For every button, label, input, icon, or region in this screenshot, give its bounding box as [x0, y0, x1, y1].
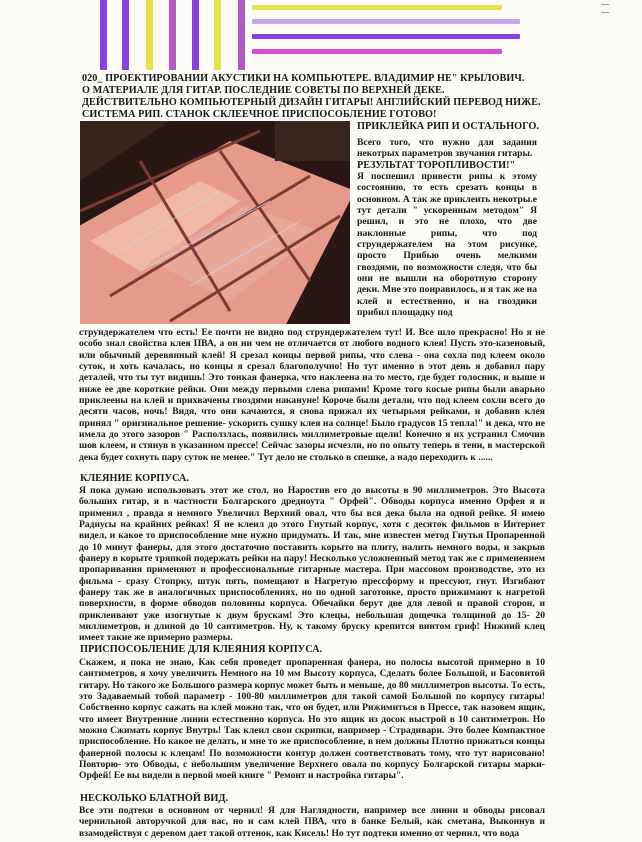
jig: [79, 657, 545, 782]
rip-continued: [79, 327, 545, 463]
header-line-4: СИСТЕМА РИП. СТАНОК СКЛЕЕЧНОЕ ПРИСПОСОБЛЕНИЕ ГОТОВО!: [82, 109, 437, 120]
rip-column: [357, 137, 537, 319]
rip-subtitle: РЕЗУЛЬТАТ ТОРОПЛИВОСТИ!": [357, 159, 516, 171]
stripe: [214, 0, 221, 70]
look-text: Все эти подтеки в основном от чернил! Я для Наглядности, например все линии и обводы рисовал чернильной авторучкой для вас, но и сам клей ПВА, что в банке Белый, как сметана, Выконнув и взамодействуя с деревом дает такой оттенок, как Кисель! Но тут подтеки именно от чернил, что вода: [79, 805, 545, 839]
stripe: [100, 0, 107, 70]
header-line-1: 020_ ПРОЕКТИРОВАНИИ АКУСТИКИ НА КОМПЬЮТЕРЕ. ВЛАДИМИР НЕ" КРЫЛОВИЧ.: [82, 73, 525, 84]
section-title-rip: ПРИКЛЕЙКА РИП И ОСТАЛЬНОГО.: [357, 121, 540, 132]
stripe: [192, 0, 199, 70]
header-line-2: О МАТЕРИАЛЕ ДЛЯ ГИТАР. ПОСЛЕДНИЕ СОВЕТЫ ПО ВЕРХНЕЙ ДЕКЕ.: [82, 85, 445, 96]
jig-text: Скажем, я пока не знаю, Как себя проведет пропаренная фанера, но полосы высотой примерно в 10 сантиметров, я хочу увеличить Немного на 10 мм Высоту корпуса, Сделать более Большой, и Басовитой гитару. Но такого же Большого размера корпус может быть и меньше, до 80 миллиметров высоты. То есть, это Задаваемый тобой параметр - 100-80 миллиметров для такой самой Большой по корпусу гитары! Собственно корпус сажать на клей можно так, что он будет, или Рижимиться в Прессе, так назовем ящик, что имеет Внутренние линии естественно корпуса. Но это ящик из досок выстрой в 10 сантиметров. Но можно Сжимать корпус Внутрь! Так клеил свои скрипки, например - Страдивари. Это более Компактное приспособление. Но какое не делать, и мне то же приспособление, в нем должны Плотно прижаться концы фанерной полосы к клецам! По возможности контур должен соответствовать тому, что тут нарисовано! Повторю- это Обводы, с небольшим увеличение Верхнего овала по корпусу Болгарской гитары марки- Орфей! Ее вы видели в первой моей книге " Ремонт и настройка гитары".: [79, 657, 545, 782]
body-gluing: [79, 485, 545, 644]
rip-intro: Всего того, что нужно для задания некотрых параметров звучания гитары.: [357, 137, 537, 160]
line: [252, 34, 520, 39]
section-title-body-gluing: КЛЕЯНИЕ КОРПУСА.: [80, 473, 189, 484]
look: [79, 805, 545, 839]
line: [252, 5, 502, 10]
rip-continued-text: струндержателем что есть! Ее почти не видно под струндержателем тут! И. Все шло прекрасно! Но я не особо знал свойства клея ПВА, а он ни чем не отличается от любого водного клея! Пусть это-казеновый, или обычный деревянный клей! Я срезал концы первой рипы, что слева - она сохла под клеем около суток, и хоть качалась, но концы я срезал благополучно! Но тут именно в этот день я добавил пару деталей, что ты тут видишь! Это тонкая фанерка, что наклеена на то место, где будет голосник, и выше и ниже ее две короткие рейки. Они между первыми слева рипами! Кроме того косые рипы были аварьно приклеены на клей и прихвачены гвоздями накануне! Короче были детали, что под клеем сохли всего до десяти часов, ночь! Видя, что они качаются, я снова прижал их четырьмя рейками, и добавив клея принял " оригинальное решение- ускорить сушку клея на солнце! Было градусов 15 тепла!" и дека, что не имела до этого зазоров " Расползлась, появились миллиметровые щели! Конечно я их устранил Смочив шов клеем, и стянув в указанном прессе! Сейчас зазоры исчезли, но по опыту теперь в тени, в мастерской дека будет сохнуть пару суток не менее." Тут дело не столько в спешке, а надо переходить к ......: [79, 327, 545, 463]
body-gluing-text: Я пока думаю использовать этот же стол, но Наростив его до высоты в 90 миллиметров. Это Высота больших гитар, я в частности Болгарского дредноута " Орфей". Обводы корпуса именно Орфея я и применил , правда я немного Увеличил Верхний овал, что бы вся дека была на одной рейке. Я имею Радиусы на крайних рейках! Я не клеил до этого Гнутый корпус, хотя с десяток фильмов в Интернет видел, и какое то приспособление мне нужно придумать. И так, мне известен метод Гнутья Пропаренной до 10 минут фанеры, для этого достаточно поставить корыто на плиту, налить немного воды, и закрыв фанеру в корыте тряпкой подержать рейки на пару! Несколько усложненный метод так же с применением пропаривания применяют и профессиональные гитарные мастера. При массовом производстве, это из фильма - сразу Стопрку, штук пять, помещают в Нагретую прессформу и прессуют, гнут. Изгибают фанеру так же в аналогичных приспособлениях, но по одной заготовке, просто прижимают к нагретой поверхности, в форме обводов половины корпуса. Обечайки берут две для левой и правой сторон, и приклеивают уже изогнутые к двум брускам! Это клецы, небольшая дощечка толщиной до 15- 20 миллиметров, и длиной до 10 сантиметров. Ну, к такому бруску крепится винтом гриф! Нижний клец имеет такие же примерно размеры.: [79, 485, 545, 644]
rip-column-text: Я поспешил привести рипы к этому состоянию, то есть срезать концы в основном. А так же приклеить некотры.е тут детали " ускоренным методом" Я решил, и это не плохо, что две наклонные рипы, что под струндержателем на этом рисунке, просто Прибью очень мелкими гвоздями, по возможности следя, что бы они не вышли на оборотную сторону деки. Мне это понравилось, и я так же на клей и естественно, и на гвоздики прибил площадку под: [357, 171, 538, 319]
header-line-3: ДЕЙСТВИТЕЛЬНО КОМПЬЮТЕРНЫЙ ДИЗАЙН ГИТАРЫ! АНГЛИЙСКИЙ ПЕРЕВОД НИЖЕ.: [82, 97, 541, 108]
stripe: [146, 0, 153, 70]
decorative-horizontal-lines: [252, 0, 520, 60]
photo-of-guitar-top-braces-icon: [80, 121, 350, 324]
line: [252, 49, 502, 54]
guitar-top-photo: [80, 121, 350, 324]
decorative-vertical-stripes: [96, 0, 256, 70]
line: [252, 19, 520, 24]
stripe: [122, 0, 129, 70]
dash-mark: [601, 4, 609, 13]
section-title-look: НЕСКОЛЬКО БЛАТНОЙ ВИД.: [80, 793, 229, 804]
stripe: [169, 0, 176, 70]
section-title-jig: ПРИСПОСОБЛЕНИЕ ДЛЯ КЛЕЯНИЯ КОРПУСА.: [80, 644, 323, 655]
stripe: [238, 0, 245, 70]
